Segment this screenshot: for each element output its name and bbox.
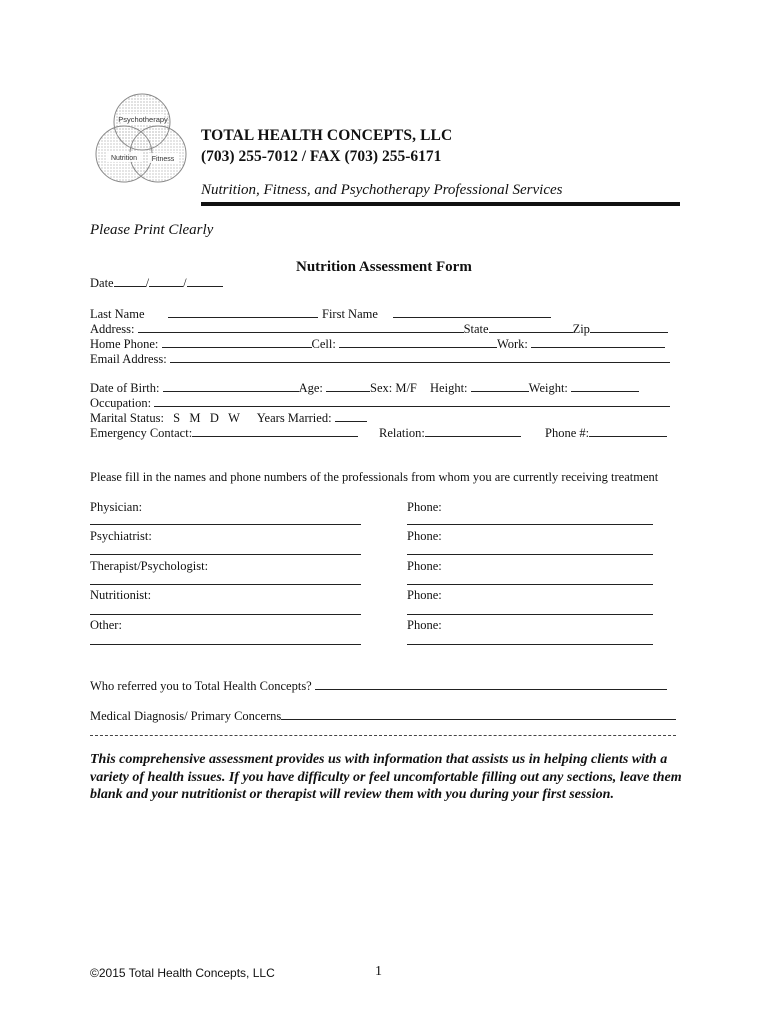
cell-field[interactable]	[339, 336, 497, 348]
therapist-label: Therapist/Psychologist:	[90, 559, 209, 573]
relation-group	[379, 425, 521, 441]
marital-row	[90, 410, 367, 426]
diagnosis-row	[90, 708, 676, 724]
weight-field[interactable]	[571, 380, 639, 392]
other-phone-field[interactable]	[407, 644, 653, 645]
first-name-label: First Name	[322, 307, 378, 321]
work-field[interactable]	[531, 336, 665, 348]
physician-name-field[interactable]	[90, 524, 361, 525]
date-label: Date	[90, 276, 114, 290]
emergency-phone-field[interactable]	[589, 425, 667, 437]
years-married-field[interactable]	[335, 410, 367, 422]
address-field[interactable]	[138, 321, 464, 333]
assessment-intro: This comprehensive assessment provides us with information that assists us in helping clients with a variety of health issues. If you have difficulty or feel uncomfortable filling out any sections, leave them blank and your nutritionist or therapist will review them with you during your first session.	[90, 752, 682, 802]
logo-label-fitness: Fitness	[151, 156, 175, 163]
height-field[interactable]	[471, 380, 529, 392]
last-name-label: Last Name	[90, 307, 145, 321]
relation-label: Relation:	[379, 426, 425, 440]
marital-status-options[interactable]: S M D W	[173, 411, 240, 425]
emergency-phone-group	[545, 425, 667, 441]
dob-field[interactable]	[163, 380, 299, 392]
company-phone-fax: (703) 255-7012 / FAX (703) 255-6171	[201, 148, 442, 165]
state-label: State	[463, 322, 489, 336]
physician-phone-field[interactable]	[407, 524, 653, 525]
company-logo	[92, 92, 188, 188]
dob-label: Date of Birth:	[90, 381, 160, 395]
occupation-field[interactable]	[154, 395, 670, 407]
phone-row	[90, 336, 665, 352]
professionals-prompt: Please fill in the names and phone numbers of the professionals from whom you are currently receiving treatment	[90, 470, 659, 484]
diagnosis-extra-line[interactable]	[90, 735, 676, 736]
emergency-row	[90, 425, 358, 441]
email-label: Email Address:	[90, 352, 167, 366]
date-month-field[interactable]	[114, 275, 146, 287]
emergency-contact-field[interactable]	[192, 425, 358, 437]
date-day-field[interactable]	[149, 275, 183, 287]
zip-label: Zip	[572, 322, 590, 336]
first-name-field[interactable]	[393, 306, 551, 318]
psychiatrist-name-field[interactable]	[90, 554, 361, 555]
referral-row	[90, 678, 667, 694]
physician-phone-label: Phone:	[407, 500, 442, 514]
referral-label: Who referred you to Total Health Concepts?	[90, 679, 312, 693]
date-separator: /	[145, 276, 150, 290]
weight-label: Weight:	[528, 381, 568, 395]
years-married-label: Years Married:	[256, 411, 332, 425]
logo-label-psychotherapy: Psychotherapy	[118, 115, 168, 124]
logo-label-nutrition: Nutrition	[110, 155, 138, 162]
company-services: Nutrition, Fitness, and Psychotherapy Professional Services	[201, 182, 563, 198]
company-name: TOTAL HEALTH CONCEPTS, LLC	[201, 127, 453, 144]
address-label: Address:	[90, 322, 135, 336]
diagnosis-field[interactable]	[281, 708, 676, 720]
emergency-contact-label: Emergency Contact:	[90, 426, 193, 440]
physician-label: Physician:	[90, 500, 143, 514]
relation-field[interactable]	[425, 425, 521, 437]
footer-copyright: ©2015 Total Health Concepts, LLC	[90, 966, 275, 980]
nutritionist-name-field[interactable]	[90, 614, 361, 615]
header-divider	[201, 202, 680, 206]
diagnosis-label: Medical Diagnosis/ Primary Concerns	[90, 709, 282, 723]
age-field[interactable]	[326, 380, 370, 392]
other-phone-label: Phone:	[407, 618, 442, 632]
therapist-name-field[interactable]	[90, 584, 361, 585]
height-label: Height:	[430, 381, 468, 395]
state-field[interactable]	[489, 321, 573, 333]
date-separator: /	[183, 276, 187, 290]
zip-field[interactable]	[590, 321, 668, 333]
psychiatrist-label: Psychiatrist:	[90, 529, 152, 543]
referral-field[interactable]	[315, 678, 667, 690]
home-phone-field[interactable]	[162, 336, 312, 348]
other-name-field[interactable]	[90, 644, 361, 645]
last-name-field[interactable]	[168, 306, 318, 318]
age-label: Age:	[298, 381, 323, 395]
work-label: Work:	[496, 337, 528, 351]
cell-label: Cell:	[311, 337, 336, 351]
sex-label: Sex: M/F	[370, 381, 417, 395]
date-row	[90, 275, 223, 291]
home-phone-label: Home Phone:	[90, 337, 159, 351]
print-instruction: Please Print Clearly	[90, 222, 214, 238]
occupation-label: Occupation:	[90, 396, 152, 410]
email-field[interactable]	[170, 351, 670, 363]
marital-status-label: Marital Status:	[90, 411, 164, 425]
page-number: 1	[375, 964, 382, 979]
nutritionist-label: Nutritionist:	[90, 588, 152, 602]
occupation-row	[90, 395, 670, 411]
other-label: Other:	[90, 618, 122, 632]
name-row	[90, 306, 318, 322]
emergency-phone-label: Phone #:	[545, 426, 590, 440]
nutritionist-phone-field[interactable]	[407, 614, 653, 615]
dob-row	[90, 380, 639, 396]
psychiatrist-phone-field[interactable]	[407, 554, 653, 555]
email-row	[90, 351, 670, 367]
therapist-phone-label: Phone:	[407, 559, 442, 573]
first-name-group	[322, 306, 551, 322]
nutritionist-phone-label: Phone:	[407, 588, 442, 602]
date-year-field[interactable]	[187, 275, 223, 287]
address-row	[90, 321, 668, 337]
form-title: Nutrition Assessment Form	[296, 259, 472, 275]
therapist-phone-field[interactable]	[407, 584, 653, 585]
psychiatrist-phone-label: Phone:	[407, 529, 442, 543]
